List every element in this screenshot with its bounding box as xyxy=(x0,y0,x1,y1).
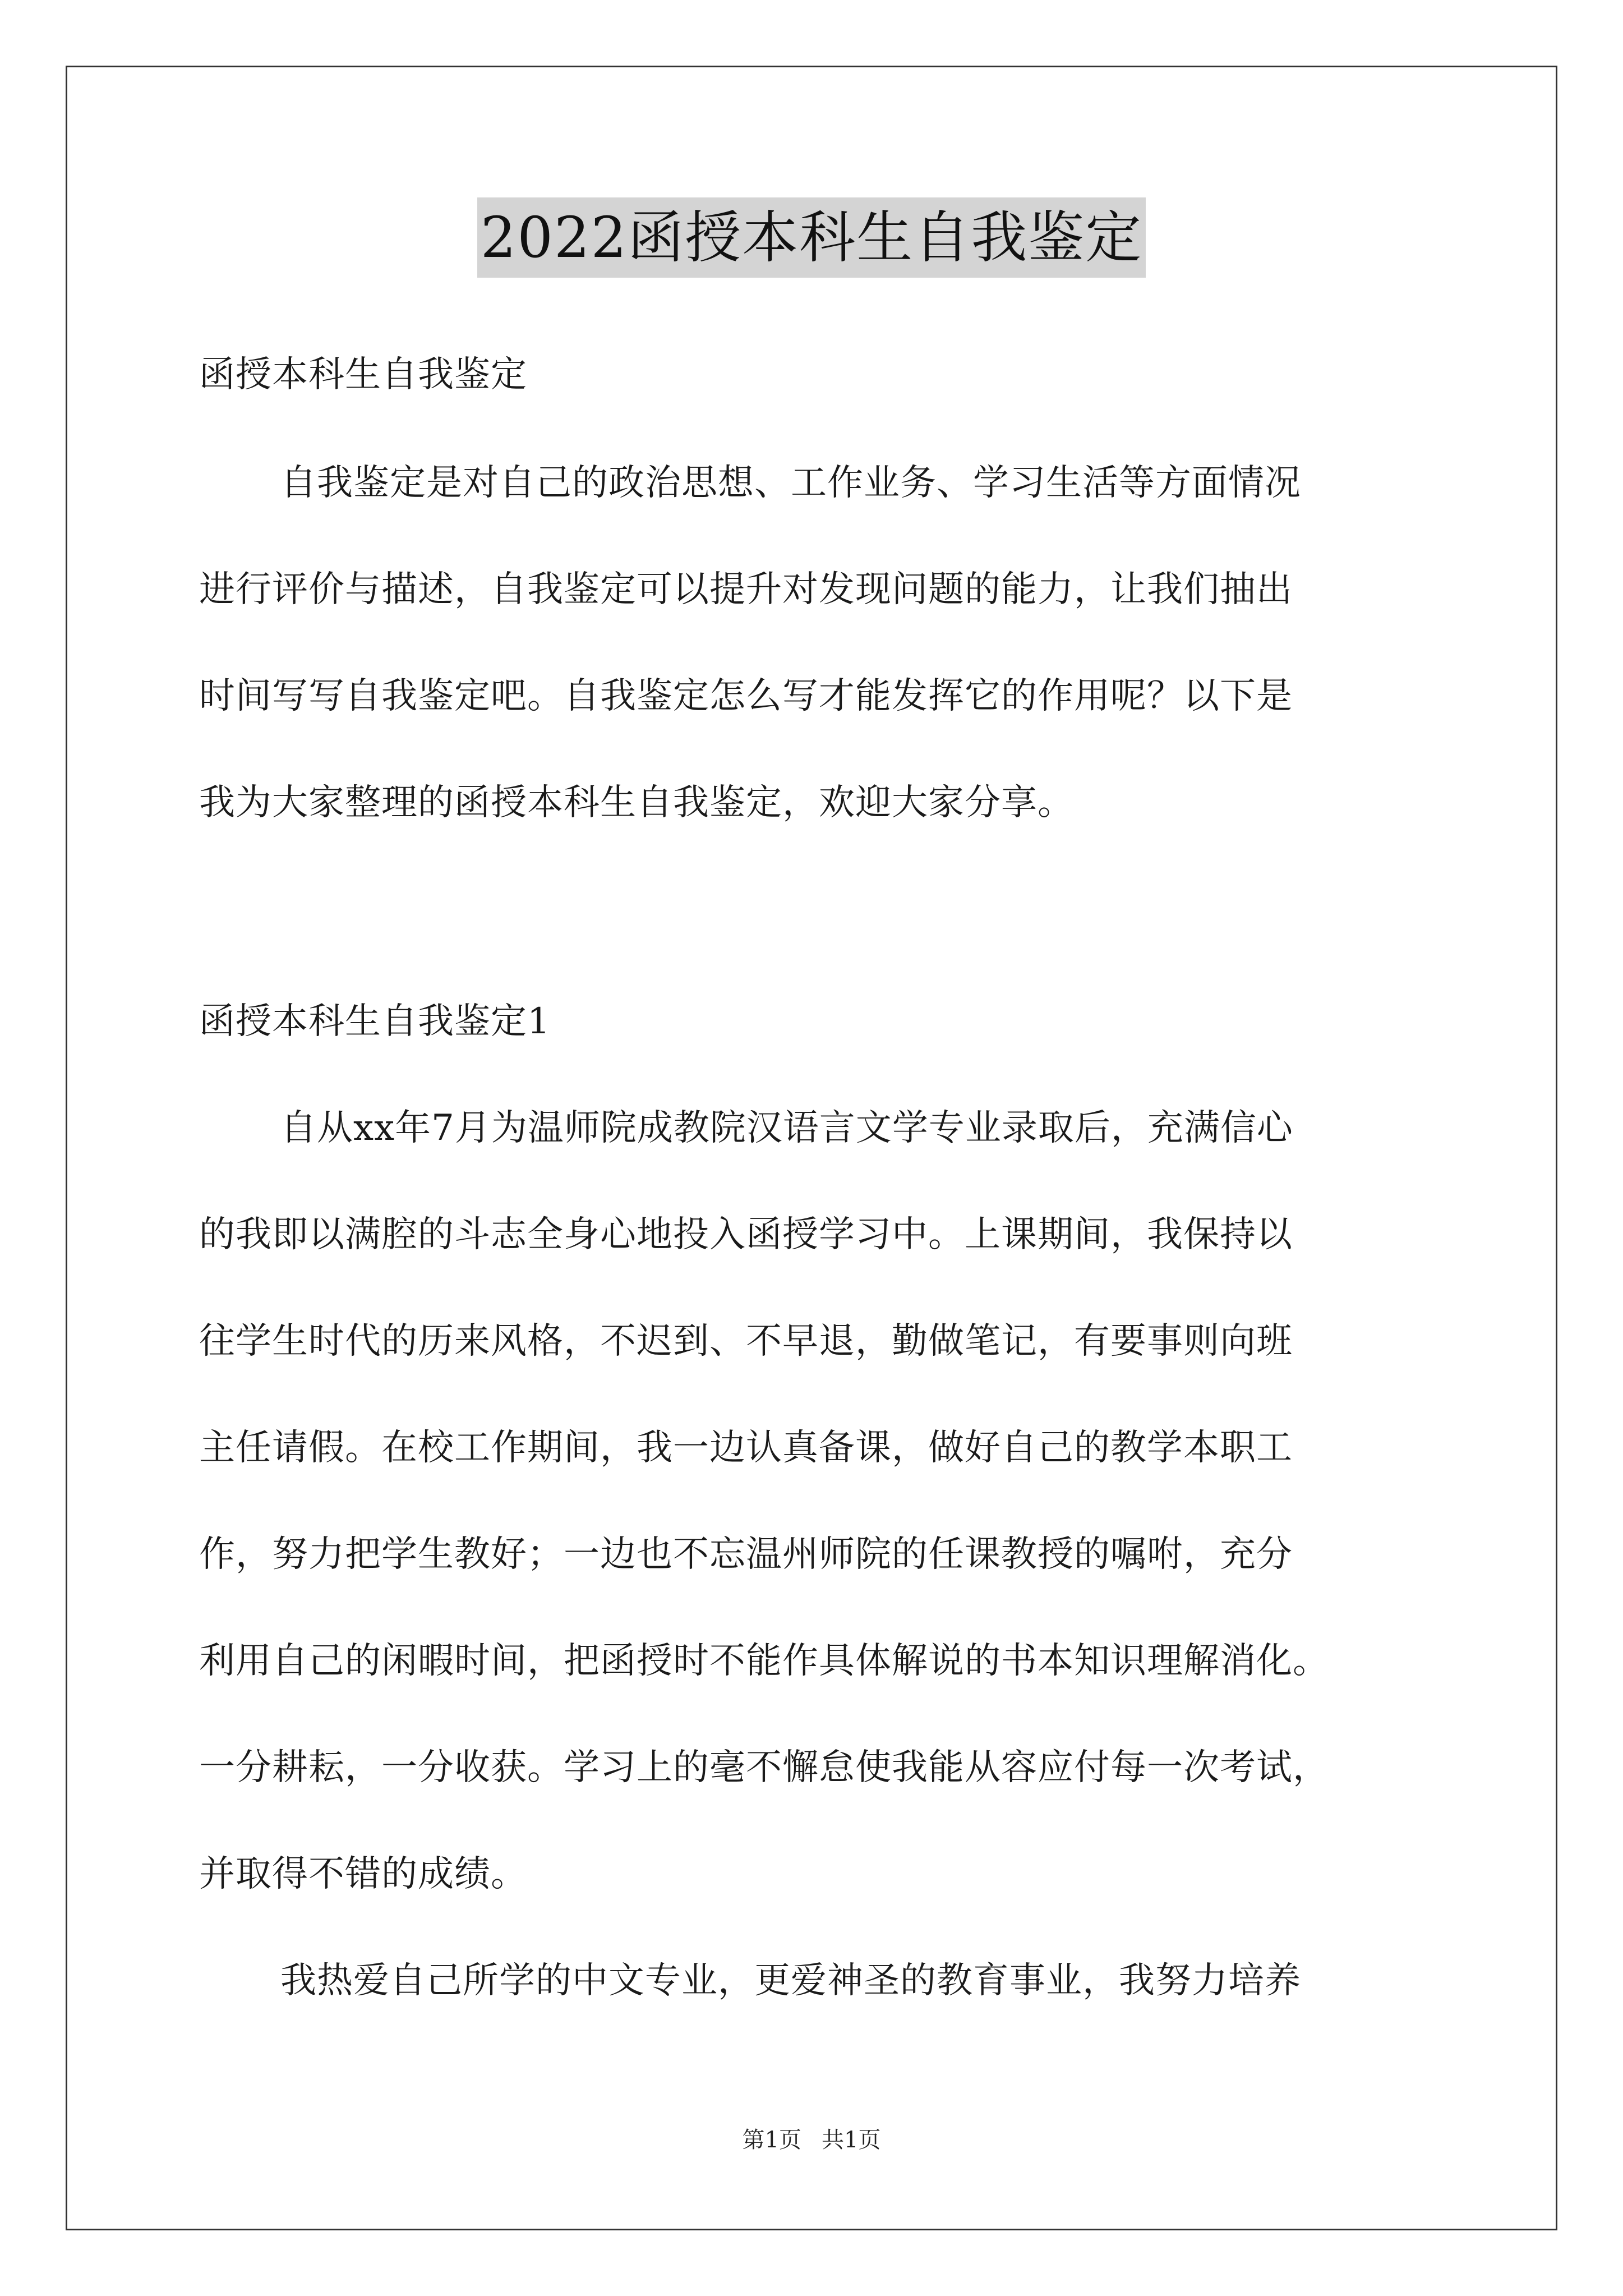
intro-line-1: 自我鉴定是对自己的政治思想、工作业务、学习生活等方面情况 xyxy=(280,462,1301,504)
intro-line-2: 进行评价与描述，自我鉴定可以提升对发现问题的能力，让我们抽出 xyxy=(199,569,1293,610)
title-container xyxy=(0,197,1623,278)
intro-line-3: 时间写写自我鉴定吧。自我鉴定怎么写才能发挥它的作用呢？以下是 xyxy=(199,675,1293,717)
section1-line-9: 我热爱自己所学的中文专业，更爱神圣的教育事业，我努力培养 xyxy=(280,1960,1301,2001)
section1-line-1: 自从xx年7月为温师院成教院汉语言文学专业录取后，充满信心 xyxy=(280,1107,1293,1149)
section1-line-7: 一分耕耘，一分收获。学习上的毫不懈怠使我能从容应付每一次考试， xyxy=(199,1747,1329,1788)
section1-line-5: 作，努力把学生教好；一边也不忘温州师院的任课教授的嘱咐，充分 xyxy=(199,1534,1293,1575)
intro-line-4: 我为大家整理的函授本科生自我鉴定，欢迎大家分享。 xyxy=(199,782,1074,823)
page-number: 第1页 xyxy=(742,2127,801,2153)
document-title: 2022函授本科生自我鉴定 xyxy=(477,197,1146,278)
section1-line-3: 往学生时代的历来风格，不迟到、不早退，勤做笔记，有要事则向班 xyxy=(199,1320,1293,1362)
section1-line-8: 并取得不错的成绩。 xyxy=(199,1853,527,1895)
section1-line-6: 利用自己的闲暇时间，把函授时不能作具体解说的书本知识理解消化。 xyxy=(199,1640,1329,1682)
section1-line-4: 主任请假。在校工作期间，我一边认真备课，做好自己的教学本职工 xyxy=(199,1427,1293,1469)
document-subtitle: 函授本科生自我鉴定 xyxy=(199,354,527,395)
page-footer xyxy=(0,2126,1623,2154)
section-heading-1: 函授本科生自我鉴定1 xyxy=(199,1001,551,1042)
page-total: 共1页 xyxy=(822,2127,881,2153)
section1-line-2: 的我即以满腔的斗志全身心地投入函授学习中。上课期间，我保持以 xyxy=(199,1214,1293,1255)
